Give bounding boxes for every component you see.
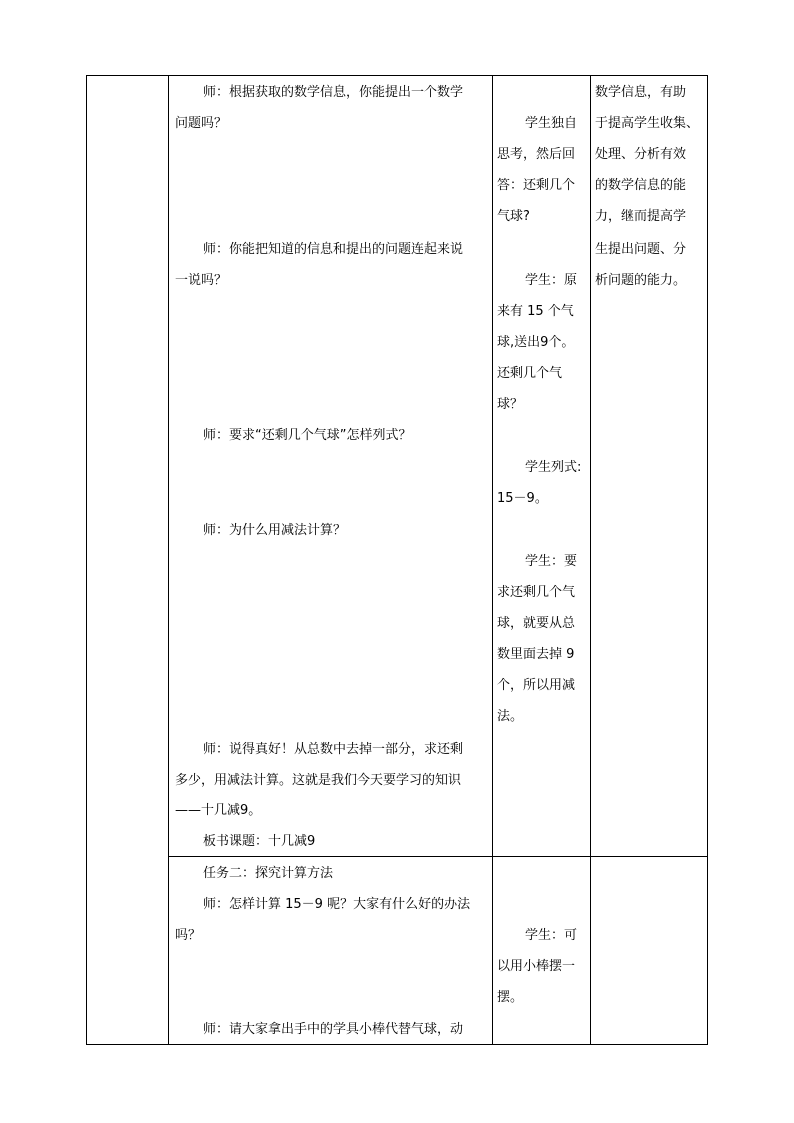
student-text-line: 15－9。 xyxy=(497,491,548,506)
student-text-line: 答：还剩几个 xyxy=(497,178,576,193)
lesson-plan-table xyxy=(86,75,708,1045)
intent-text-line: 数学信息，有助 xyxy=(595,85,687,100)
intent-text-line: 生提出问题、分 xyxy=(595,242,687,257)
student-text-line: 求还剩几个气 xyxy=(497,585,576,600)
intent-text-line: 的数学信息的能 xyxy=(595,178,687,193)
student-text-line: 学生：原 xyxy=(525,273,578,288)
student-text-line: 来有 15 个气 xyxy=(497,304,574,319)
teacher-text-line: 吗？ xyxy=(175,928,202,943)
teacher-text-line: 师：为什么用减法计算？ xyxy=(203,523,347,538)
teacher-text-line: 师：说得真好！从总数中去掉一部分，求还剩 xyxy=(203,742,464,757)
student-text-line: 学生独自 xyxy=(525,116,578,131)
teacher-text-line: ——十几减9。 xyxy=(175,803,262,818)
intent-text-line: 析问题的能力。 xyxy=(595,273,687,288)
student-text-line: 以用小棒摆一 xyxy=(497,959,576,974)
student-text-line: 学生：要 xyxy=(525,554,578,569)
student-text-line: 数里面去掉 9 xyxy=(497,647,575,662)
student-text-line: 球？ xyxy=(497,397,524,412)
student-text-line: 思考，然后回 xyxy=(497,147,576,162)
student-text-line: 还剩几个气 xyxy=(497,366,563,381)
teacher-text-line: 师：怎样计算 15－9 呢？大家有什么好的办法 xyxy=(203,897,471,912)
board-title-line: 板书课题：十几减9 xyxy=(203,834,316,849)
teacher-text-line: 问题吗？ xyxy=(175,116,228,131)
student-text-line: 学生列式: xyxy=(525,460,582,475)
intent-text-line: 处理、分析有效 xyxy=(595,147,687,162)
student-text-line: 学生：可 xyxy=(525,928,578,943)
student-text-line: 摆。 xyxy=(497,990,524,1005)
task-heading: 任务二：探究计算方法 xyxy=(203,866,334,881)
column-divider-1 xyxy=(168,76,169,1044)
teacher-text-line: 师：请大家拿出手中的学具小棒代替气球，动 xyxy=(203,1022,464,1037)
teacher-text-line: 一说吗？ xyxy=(175,273,228,288)
student-text-line: 球，就要从总 xyxy=(497,616,576,631)
student-text-line: 法。 xyxy=(497,709,524,724)
student-text-line: 气球? xyxy=(497,209,530,224)
student-text-line: 球,送出9个。 xyxy=(497,335,575,350)
row-divider xyxy=(168,856,707,857)
column-divider-3 xyxy=(590,76,591,1044)
teacher-text-line: 师：你能把知道的信息和提出的问题连起来说 xyxy=(203,242,464,257)
teacher-text-line: 师：根据获取的数学信息，你能提出一个数学 xyxy=(203,85,464,100)
teacher-text-line: 多少，用减法计算。这就是我们今天要学习的知识 xyxy=(175,773,462,788)
column-divider-2 xyxy=(492,76,493,1044)
intent-text-line: 力，继而提高学 xyxy=(595,209,687,224)
teacher-text-line: 师：要求“还剩几个气球”怎样列式？ xyxy=(203,428,412,443)
intent-text-line: 于提高学生收集、 xyxy=(595,116,700,131)
student-text-line: 个，所以用减 xyxy=(497,678,576,693)
